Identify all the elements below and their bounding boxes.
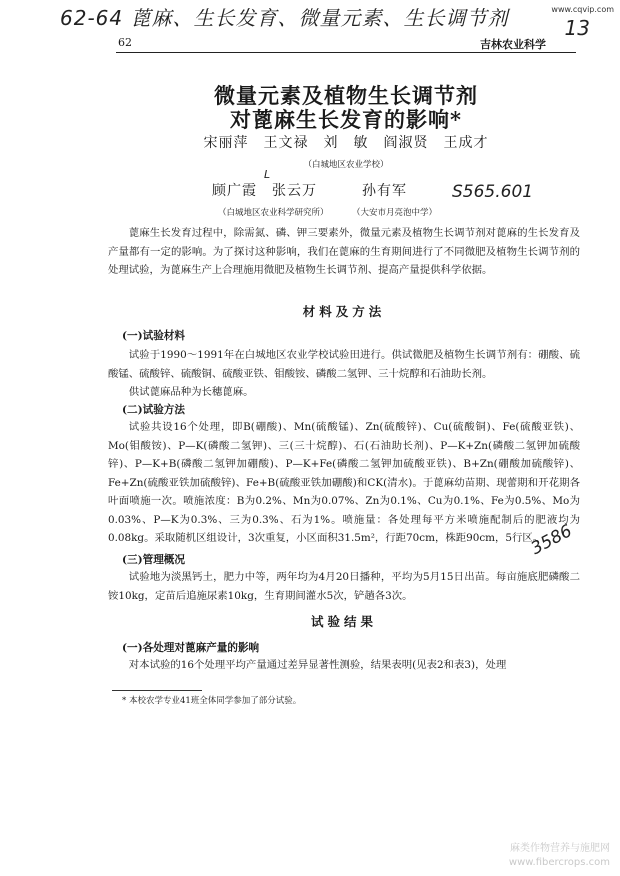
corner-handwritten-number: 13 — [564, 16, 590, 40]
variety-text: 供试蓖麻品种为长穗蓖麻。 — [128, 386, 254, 398]
subsection-title-methods: (二)试验方法 — [122, 404, 185, 416]
title-line-2: 对蓖麻生长发育的影响* — [230, 107, 462, 132]
footnote-rule — [112, 690, 202, 691]
authors-line-1: 宋丽萍 王文禄 刘 敏 阎淑贤 王成才 — [203, 135, 489, 151]
header-rule — [116, 52, 576, 53]
results-text: 对本试验的16个处理平均产量通过差异显著性测验，结果表明(见表2和表3)，处理 — [128, 659, 507, 671]
affiliation-2b: （大安市月亮泡中学） — [352, 208, 438, 218]
watermark — [509, 842, 610, 870]
methods-paragraph — [108, 418, 580, 548]
methods-text: 试验共设16个处理，即B(硼酸)、Mn(硫酸锰)、Zn(硫酸锌)、Cu(硫酸铜)、Fe(硫酸亚铁)、Mo(钼酸铵)、P—K(磷酸二氢钾)、三(三十烷醇)、石(石油助长剂)、P—K+Zn(磷酸二氢钾加硫酸锌)、P—K+B(磷酸二氢钾加硼酸)、P—K+Fe(磷酸二氢钾加硫酸亚铁)、B+Zn(硼酸加硫酸锌)、Fe+Zn(硫酸亚铁加硫酸锌)、Fe+B(硫酸亚铁加硼酸)和CK(清水)。于蓖麻幼苗期、现蕾期和开花期各叶面喷施一次。喷施浓度：B为0.2%、Mn为0.07%、Zn为0.1%、Cu为0.1%、Fe为0.5%、Mo为0.03%、P—K为0.3%、三为0.3%、石为1%。喷施量：各处理每平方米喷施配制后的肥液均为0.08kg。采取随机区组设计，3次重复，小区面积31.5m²，行距70cm，株距90cm，5行区。 — [108, 421, 580, 544]
abstract-text: 蓖麻生长发育过程中，除需氮、磷、钾三要素外，微量元素及植物生长调节剂对蓖麻的生长发育及产量都有一定的影响。为了探讨这种影响，我们在蓖麻的生育期间进行了不同微肥及植物生长调节剂的处理试验，为蓖麻生产上合理施用微肥及植物生长调节剂、提高产量提供科学依据。 — [108, 227, 580, 276]
journal-name: 吉林农业科学 — [480, 38, 546, 51]
handwritten-side-number: 3586 — [527, 521, 576, 559]
site-url: www.cqvip.com — [551, 5, 614, 14]
materials-text: 试验于1990～1991年在白城地区农业学校试验田进行。供试微肥及植物生长调节剂有：硼酸、硫酸锰、硫酸锌、硫酸铜、硫酸亚铁、钼酸铵、磷酸二氢钾、三十烷醇和石油助长剂。 — [108, 349, 580, 380]
handwritten-l-mark: L — [264, 168, 271, 181]
affiliation-2a: （白城地区农业科学研究所） — [218, 208, 329, 218]
abstract-paragraph — [108, 224, 580, 280]
results-paragraph — [108, 656, 580, 675]
header-handwriting: 62-64 蓖麻、生长发育、微量元素、生长调节剂 — [60, 6, 509, 30]
authors-line-2: 顾广霞 张云万 孙有军 — [212, 183, 407, 199]
title-line-1: 微量元素及植物生长调节剂 — [214, 83, 478, 108]
materials-paragraph — [108, 346, 580, 402]
page-number: 62 — [118, 36, 132, 49]
subsection-title-materials: (一)试验材料 — [122, 330, 185, 342]
watermark-line-1: 麻类作物营养与施肥网 — [510, 843, 610, 854]
subsection-title-management: (三)管理概况 — [122, 554, 185, 566]
management-paragraph — [108, 568, 580, 605]
section-title-results: 试验结果 — [310, 614, 377, 629]
management-text: 试验地为淡黑钙土，肥力中等，两年均为4月20日播种，平均为5月15日出苗。每亩施底肥磷酸二铵10kg，定苗后追施尿素10kg，生育期间灌水5次，铲趟各3次。 — [108, 571, 580, 602]
footnote: * 本校农学专业41班全体同学参加了部分试验。 — [122, 696, 302, 706]
affiliation-1: （白城地区农业学校） — [303, 160, 389, 170]
watermark-line-2: www.fibercrops.com — [508, 857, 610, 868]
subsection-title-yield: (一)各处理对蓖麻产量的影响 — [122, 642, 260, 654]
section-title-materials: 材料及方法 — [302, 304, 386, 319]
handwritten-reference-number: S565.601 — [452, 182, 534, 202]
